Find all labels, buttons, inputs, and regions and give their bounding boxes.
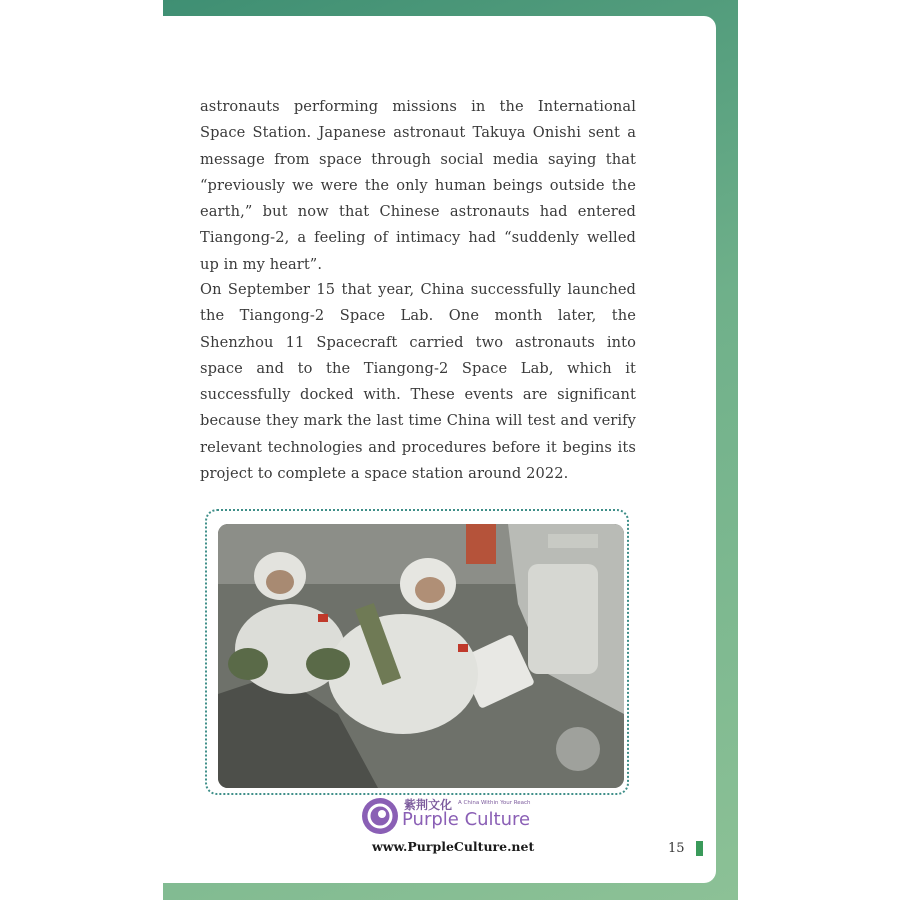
watermark-chinese-name: 紫荆文化 [404,798,453,812]
page-marker-tab [696,841,703,856]
watermark-brand: Purple Culture [402,809,531,830]
watermark [360,794,560,874]
book-page [163,16,716,883]
page-number: 15 [668,841,685,856]
watermark-url: www.PurpleCulture.net [372,839,535,854]
scan-margin-left [0,0,163,900]
body-paragraph-2: On September 15 that year, China successfully launched the Tiangong-2 Space Lab. One month later, the Shenzhou 11 Spacecraft carried two astronauts into space and to the Tiangong-2 Space Lab, which it successfully docked with. These events are significant because they mark the last time China will test and verify relevant technologies and procedures before it begins its project to complete a space station around 2022. [200,281,636,483]
purple-culture-logo-icon [360,794,400,838]
astronaut-photo-illustration [218,524,624,788]
body-paragraph-1: astronauts performing missions in the International Space Station. Japanese astronaut Takuya Onishi sent a message from space through social media saying that “previously we were the only human beings outside the earth,” but now that Chinese astronauts had entered Tiangong-2, a feeling of intimacy had “suddenly welled up in my heart”. [200,98,636,273]
astronaut-photo [218,524,624,788]
watermark-tagline: A China Within Your Reach [458,800,531,806]
scan-margin-right [738,0,900,900]
